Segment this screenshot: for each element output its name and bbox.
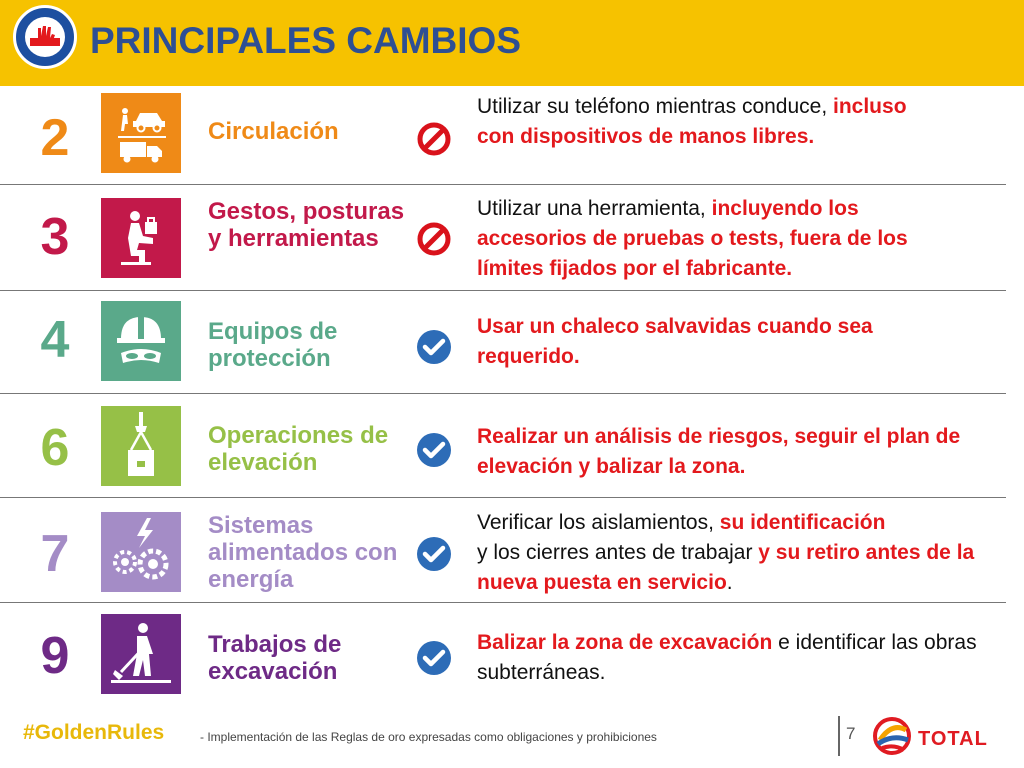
desc-emphasis: y su retiro antes de la nueva puesta en servicio <box>477 541 975 594</box>
desc-text: Utilizar una herramienta, <box>477 197 712 220</box>
rule-description <box>477 508 1017 598</box>
rule-description <box>477 194 972 284</box>
header-bar <box>0 0 1024 86</box>
row-divider <box>0 393 1006 394</box>
row-divider <box>0 184 1006 185</box>
traffic-icon <box>101 93 181 173</box>
rule-category: Equipos de protección <box>208 318 338 372</box>
rule-number: 4 <box>40 311 70 369</box>
row-divider <box>0 290 1006 291</box>
check-icon <box>416 640 452 676</box>
desc-emphasis: Balizar la zona de excavación <box>477 631 773 654</box>
gears-lightning-icon <box>101 512 181 592</box>
footer-divider <box>838 716 840 756</box>
rule-category: Gestos, posturas y herramientas <box>208 198 405 252</box>
rule-category: Trabajos de excavación <box>208 631 342 685</box>
desc-emphasis: Realizar un análisis de riesgos, seguir el plan de elevación y balizar la zona. <box>477 425 961 478</box>
desc-text: Utilizar su teléfono mientras conduce, <box>477 95 828 118</box>
crane-hook-icon <box>101 406 181 486</box>
rule-description <box>477 422 977 482</box>
rule-category: Operaciones de elevación <box>208 422 389 476</box>
rule-number: 9 <box>40 627 70 685</box>
rule-category: Circulación <box>208 118 339 145</box>
desc-emphasis: incluso con dispositivos de manos libres. <box>477 95 907 148</box>
total-brand-text: TOTAL <box>918 728 988 750</box>
check-icon <box>416 329 452 365</box>
desc-text: Verificar los aislamientos, <box>477 511 720 534</box>
desc-text: e identificar las obras subterráneas <box>477 631 977 684</box>
digging-worker-icon <box>101 614 181 694</box>
prohibited-icon <box>416 121 452 157</box>
check-icon <box>416 536 452 572</box>
golden-rules-hashtag: #GoldenRules <box>23 721 165 744</box>
rule-description <box>477 312 972 372</box>
check-icon <box>416 432 452 468</box>
footer-subtitle: - Implementación de las Reglas de oro expresadas como obligaciones y prohibiciones <box>200 730 657 744</box>
desc-text: . <box>726 571 733 594</box>
rule-description <box>477 628 997 688</box>
rule-number: 2 <box>40 109 70 167</box>
rule-number: 3 <box>40 208 70 266</box>
desc-text: y los cierres antes de trabajar <box>477 541 759 564</box>
row-divider <box>0 602 1006 603</box>
rule-number: 6 <box>40 419 70 477</box>
helmet-goggles-icon <box>101 301 181 381</box>
rule-description <box>477 92 917 152</box>
desc-emphasis: su identificación <box>719 511 886 534</box>
row-divider <box>0 497 1006 498</box>
kneeling-worker-icon <box>101 198 181 278</box>
rule-category: Sistemas alimentados con energía <box>208 512 398 593</box>
page-number: 7 <box>846 724 856 743</box>
prohibited-icon <box>416 221 452 257</box>
desc-emphasis: incluyendo los accesorios de pruebas o tests, fuera de los límites fijados por el fabricante. <box>477 197 908 280</box>
rule-number: 7 <box>40 525 70 583</box>
desc-text: . <box>599 661 606 684</box>
total-logo-icon <box>868 714 916 756</box>
page-title: PRINCIPALES CAMBIOS <box>90 20 522 61</box>
desc-emphasis: Usar un chaleco salvavidas cuando sea requerido. <box>477 315 873 368</box>
safety-logo <box>13 5 77 69</box>
